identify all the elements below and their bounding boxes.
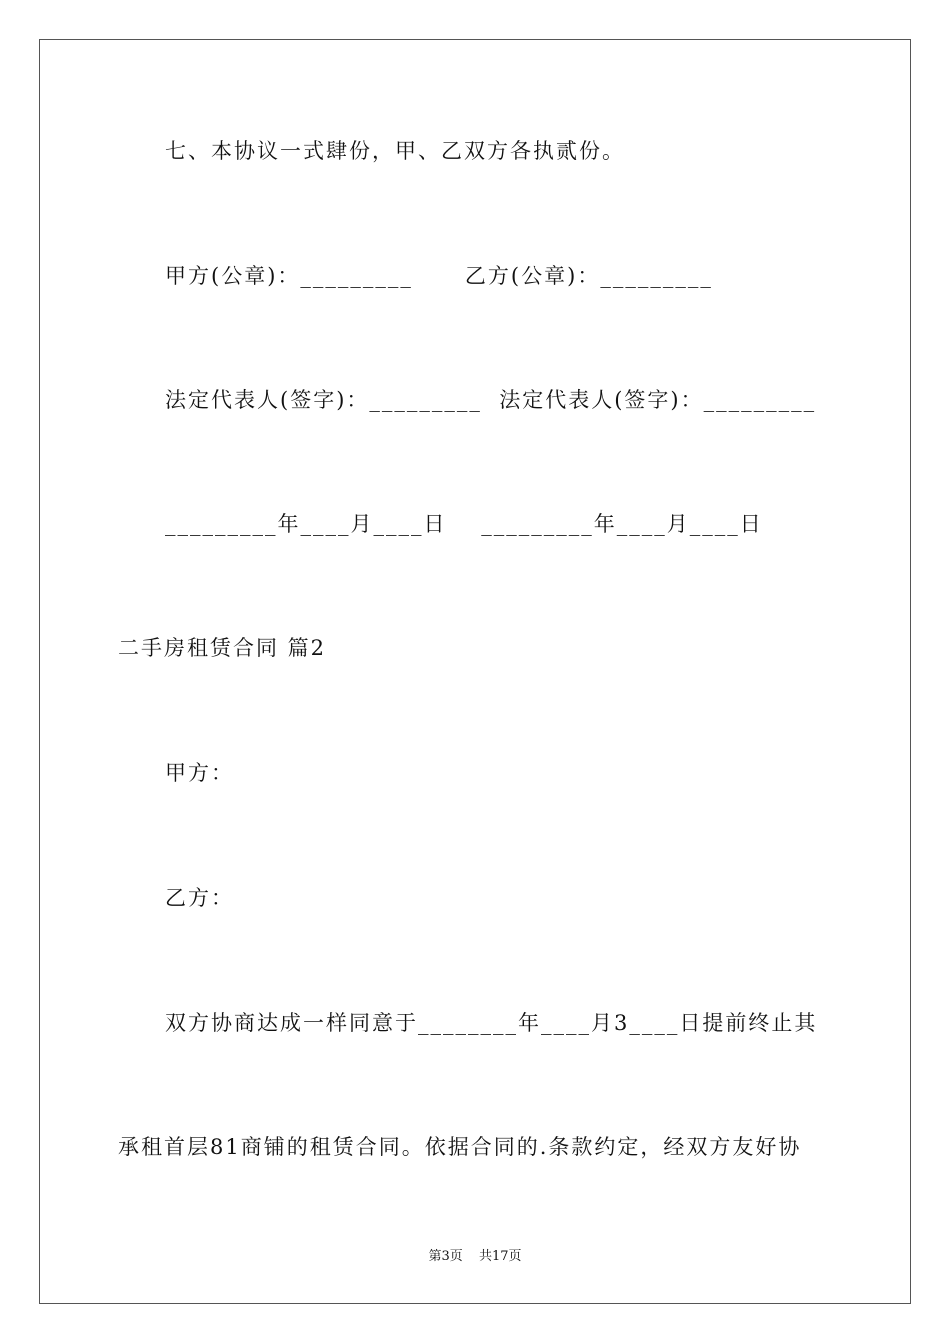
signature-line: 法定代表人(签字)：_________ 法定代表人(签字)：_________ bbox=[165, 388, 817, 412]
page-border bbox=[39, 39, 911, 1304]
page-footer bbox=[0, 1248, 950, 1266]
section-title: 二手房租赁合同 篇2 bbox=[118, 636, 327, 660]
clause-seven: 七、本协议一式肆份，甲、乙双方各执贰份。 bbox=[165, 139, 625, 163]
date-line: _________年____月____日 _________年____月____日 bbox=[165, 512, 763, 536]
seal-line: 甲方(公章)：_________ 乙方(公章)：_________ bbox=[165, 264, 713, 288]
party-a-label: 甲方： bbox=[165, 761, 234, 785]
page-number: 第3页 bbox=[428, 1249, 463, 1264]
body-paragraph-line-1: 双方协商达成一样同意于________年____月3____日提前终止其 bbox=[165, 1011, 818, 1035]
total-pages: 共17页 bbox=[478, 1249, 522, 1264]
body-paragraph-line-2: 承租首层81商铺的租赁合同。依据合同的.条款约定，经双方友好协 bbox=[118, 1135, 802, 1159]
party-b-label: 乙方： bbox=[165, 886, 234, 910]
